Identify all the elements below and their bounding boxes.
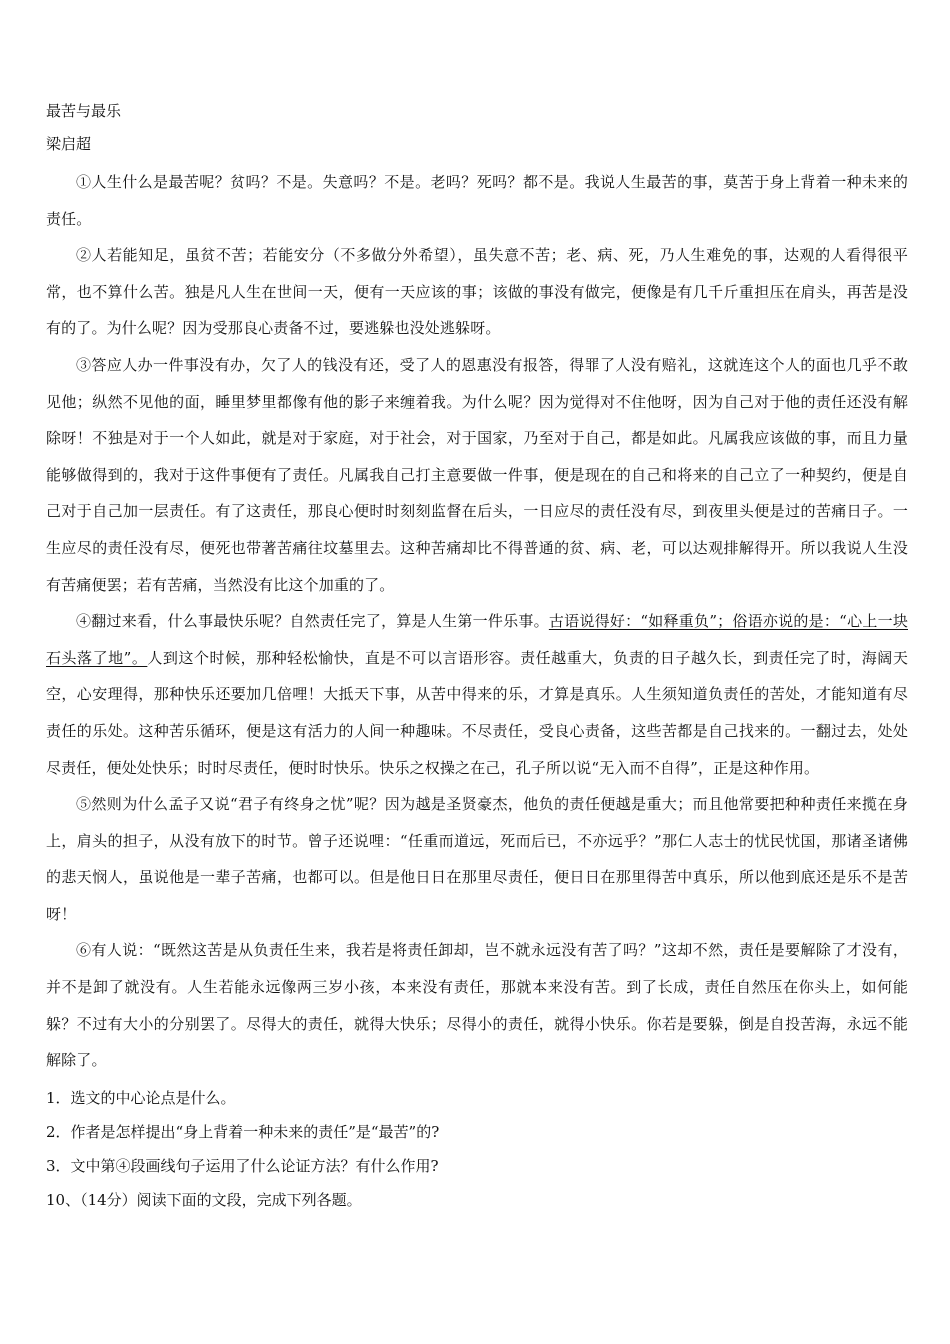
article-author: 梁启超 bbox=[46, 135, 92, 153]
question-1: 1．选文的中心论点是什么。 bbox=[46, 1088, 236, 1107]
paragraph-2: ②人若能知足，虽贫不苦；若能安分（不多做分外希望），虽失意不苦；老、病、死，乃人生难免的事，达观的人看得很平常，也不算什么苦。独是凡人生在世间一天，便有一天应该的事；该做的事没有做完，便像是有几千斤重担压在肩头，再苦是没有的了。为什么呢？因为受那良心责备不过，要逃躲也没处逃躲呀。 bbox=[46, 246, 908, 338]
underlined-sentence: 古语说得好：“如释重负”；俗语亦说的是：“心上一块石头落了地”。 bbox=[46, 612, 908, 667]
question-3: 3．文中第④段画线句子运用了什么论证方法？有什么作用? bbox=[46, 1156, 439, 1175]
question-2: 2．作者是怎样提出“身上背着一种未来的责任”是“最苦”的? bbox=[46, 1122, 440, 1141]
paragraph-3: ③答应人办一件事没有办，欠了人的钱没有还，受了人的恩惠没有报答，得罪了人没有赔礼，这就连这个人的面也几乎不敢见他；纵然不见他的面，睡里梦里都像有他的影子来缠着我。为什么呢？因为觉得对不住他呀，因为自己对于他的责任还没有解除呀！不独是对于一个人如此，就是对于家庭，对于社会，对于国家，乃至对于自己，都是如此。凡属我应该做的事，而且力量能够做得到的，我对于这件事便有了责任。凡属我自己打主意要做一件事，便是现在的自己和将来的自己立了一种契约，便是自己对于自己加一层责任。有了这责任，那良心便时时刻刻监督在后头，一日应尽的责任没有尽，到夜里头便是过的苦痛日子。一生应尽的责任没有尽，便死也带著苦痛往坟墓里去。这种苦痛却比不得普通的贫、病、老，可以达观排解得开。所以我说人生没有苦痛便罢；若有苦痛，当然没有比这个加重的了。 bbox=[46, 355, 908, 594]
paragraph-4-rest: 人到这个时候，那种轻松愉快，直是不可以言语形容。责任越重大，负责的日子越久长，到责任完了时，海阔天空，心安理得，那种快乐还要加几倍哩！大抵天下事，从苦中得来的乐，才算是真乐。人生须知道负责任的苦处，才能知道有尽责任的乐处。这种苦乐循环，便是这有活力的人间一种趣味。不尽责任，受良心责备，这些苦都是自己找来的。一翻过去，处处尽责任，便处处快乐；时时尽责任，便时时快乐。快乐之权操之在己，孔子所以说“无入而不自得”，正是这种作用。 bbox=[46, 648, 908, 777]
paragraph-6: ⑥有人说：“既然这苦是从负责任生来，我若是将责任卸却，岂不就永远没有苦了吗？”这却不然，责任是要解除了才没有，并不是卸了就没有。人生若能永远像两三岁小孩，本来没有责任，那就本来没有苦。到了长成，责任自然压在你头上，如何能躲？不过有大小的分别罢了。尽得大的责任，就得大快乐；尽得小的责任，就得小快乐。你若是要躲，倒是自投苦海，永远不能解除了。 bbox=[46, 941, 908, 1070]
paragraph-1: ①人生什么是最苦呢？贫吗？不是。失意吗？不是。老吗？死吗？都不是。我说人生最苦的事，莫苦于身上背着一种未来的责任。 bbox=[46, 173, 908, 228]
article-title: 最苦与最乐 bbox=[46, 102, 122, 120]
paragraph-4 bbox=[46, 603, 908, 786]
paragraph-4-intro: ④翻过来看，什么事最快乐呢？自然责任完了，算是人生第一件乐事。 bbox=[76, 612, 549, 631]
question-10-heading: 10、（14分）阅读下面的文段，完成下列各题。 bbox=[46, 1190, 362, 1209]
paragraph-5: ⑤然则为什么孟子又说“君子有终身之忧”呢？因为越是圣贤豪杰，他负的责任便越是重大；而且他常要把种种责任来揽在身上，肩头的担子，从没有放下的时节。曾子还说哩：“任重而道远，死而后已，不亦远乎？”那仁人志士的忧民忧国，那诸圣诸佛的悲天悯人，虽说他是一辈子苦痛，也都可以。但是他日日在那里尽责任，便日日在那里得苦中真乐，所以他到底还是乐不是苦呀！ bbox=[46, 795, 908, 923]
document-page bbox=[46, 98, 908, 1217]
